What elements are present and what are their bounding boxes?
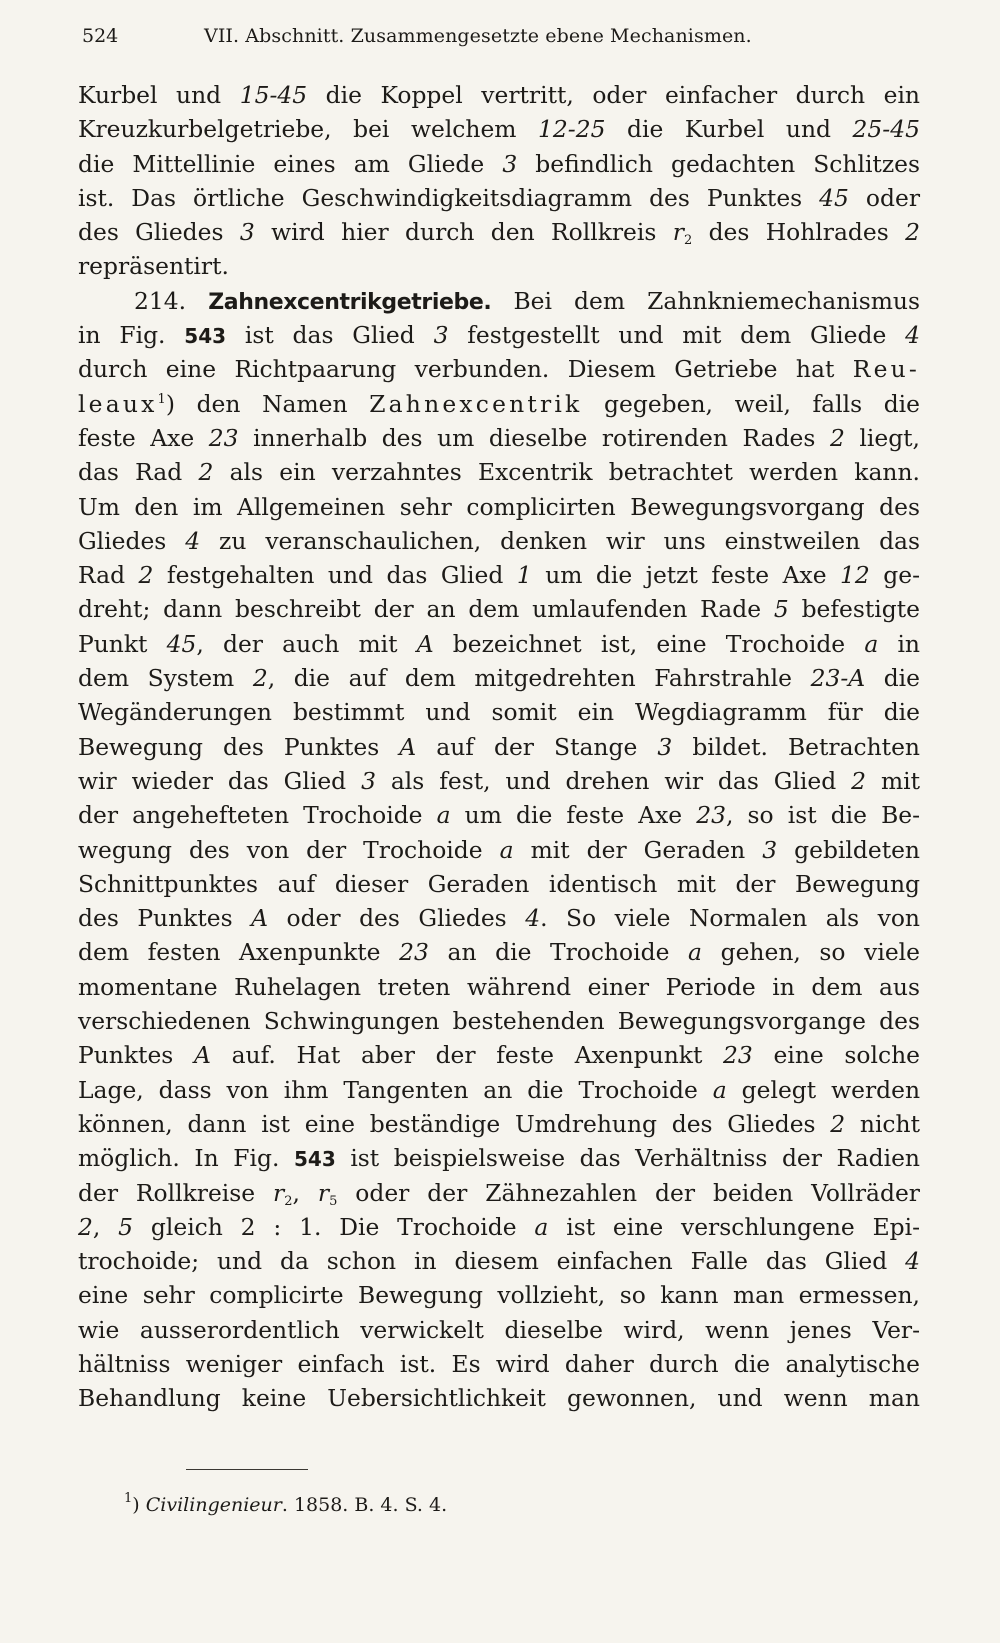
italic-term: 45: [819, 183, 849, 212]
text-run: Um den im Allgemeinen sehr complicirten Bewegungsvorgang des: [78, 492, 920, 521]
text-run: zu veranschaulichen, denken wir uns einstweilen das: [200, 526, 920, 555]
text-line: [78, 833, 920, 867]
text-line: [78, 455, 920, 489]
text-line: [78, 1141, 920, 1175]
text-run: Kurbel und: [78, 81, 240, 109]
text-run: , so ist die Be-: [726, 801, 921, 830]
footnote-citation: . 1858. B. 4. S. 4.: [281, 1494, 448, 1516]
italic-term: 12: [840, 561, 870, 590]
italic-term: 4: [525, 904, 541, 933]
text-run: bezeichnet ist, eine Trochoide: [433, 629, 865, 658]
text-run: gelegt werden: [726, 1075, 921, 1104]
footnote-ref: 1: [157, 391, 166, 407]
text-run: 214.: [134, 286, 209, 315]
text-run: die: [865, 664, 920, 693]
italic-term: 45: [166, 629, 197, 658]
text-line: [78, 1107, 920, 1141]
italic-term: 23: [208, 423, 239, 452]
text-run: die Koppel vertritt, oder einfacher durch ein: [307, 81, 921, 109]
text-run: bildet. Betrachten: [672, 732, 920, 761]
text-line: [78, 387, 920, 421]
italic-term: 2: [78, 1212, 93, 1241]
italic-term: 3: [361, 766, 376, 795]
text-run: momentane Ruhelagen treten während einer Periode in dem aus: [78, 972, 920, 1001]
text-run: das Rad: [78, 458, 199, 487]
text-line: [78, 249, 920, 283]
text-run: Lage, dass von ihm Tangenten an die Trochoide: [78, 1075, 713, 1104]
text-run: oder: [848, 183, 921, 212]
text-line: [78, 524, 920, 558]
text-run: verschiedenen Schwingungen bestehenden Bewegungsvorgange des: [78, 1007, 920, 1036]
spaced-term: Reu-: [852, 355, 920, 384]
subscript: 2: [683, 233, 693, 249]
italic-term: 23: [399, 938, 429, 967]
italic-term: 4: [905, 321, 920, 350]
text-run: dem System: [78, 664, 253, 693]
italic-term: 5: [118, 1212, 134, 1241]
text-line: [78, 558, 920, 592]
italic-term: A: [193, 1041, 211, 1070]
text-run: ge-: [869, 561, 920, 590]
italic-term: 15-45: [239, 81, 308, 109]
text-line: [78, 421, 920, 455]
section-heading: Zahnexcentrikgetriebe.: [208, 289, 492, 315]
italic-term: r: [317, 1178, 330, 1207]
subscript: 2: [284, 1193, 293, 1209]
italic-term: a: [499, 835, 514, 864]
italic-term: A: [251, 904, 268, 933]
text-run: Bei dem Zahnkniemechanismus: [491, 286, 920, 315]
italic-term: a: [688, 938, 702, 967]
text-run: als fest, und drehen wir das Glied: [375, 766, 852, 795]
text-run: ist das Glied: [226, 321, 434, 350]
italic-term: 3: [657, 732, 673, 761]
body-text: [78, 78, 920, 1416]
text-run: Schnittpunktes auf dieser Geraden identisch mit der Bewegung: [78, 869, 920, 898]
italic-term: 2: [905, 218, 920, 247]
italic-term: 4: [185, 526, 201, 555]
running-header: [80, 18, 930, 54]
italic-term: A: [399, 732, 417, 761]
text-run: möglich. In Fig.: [78, 1144, 294, 1173]
text-run: Gliedes: [78, 526, 186, 555]
italic-term: r: [672, 218, 684, 247]
text-line: [78, 592, 920, 626]
text-run: um die jetzt feste Axe: [531, 561, 841, 590]
figure-reference: 543: [184, 324, 227, 349]
text-run: des Gliedes: [78, 218, 240, 247]
spaced-term: Zahnexcentrik: [369, 389, 583, 418]
footnote-divider: [186, 1469, 308, 1470]
text-run: ist eine verschlungene Epi-: [548, 1212, 921, 1241]
italic-term: 5: [773, 595, 789, 624]
text-line: [78, 764, 920, 798]
text-run: repräsentirt.: [78, 252, 229, 281]
text-line: [78, 1244, 920, 1278]
text-line: [78, 112, 920, 146]
text-line: [78, 867, 920, 901]
italic-term: a: [864, 629, 879, 658]
text-line: [78, 147, 920, 181]
italic-term: 2: [252, 664, 268, 693]
italic-term: 3: [502, 149, 518, 178]
text-run: an die Trochoide: [428, 938, 689, 967]
footnote-marker: 1: [124, 1491, 133, 1506]
italic-term: 23: [696, 801, 727, 830]
text-run: wegung des von der Trochoide: [78, 835, 500, 864]
text-run: ,: [92, 1212, 119, 1241]
text-run: der Rollkreise: [78, 1178, 274, 1207]
text-line: [78, 181, 920, 215]
italic-term: 2: [851, 766, 867, 795]
text-run: festgehalten und das Glied: [153, 561, 517, 590]
text-line: [78, 661, 920, 695]
text-run: wie ausserordentlich verwickelt dieselbe wird, wenn jenes Ver-: [78, 1315, 920, 1344]
text-run: mit: [866, 766, 921, 795]
text-run: dreht; dann beschreibt der an dem umlaufenden Rade: [78, 595, 774, 624]
text-run: wird hier durch den Rollkreis: [254, 218, 673, 247]
text-line: [78, 1073, 920, 1107]
text-line: [78, 1038, 920, 1072]
text-run: können, dann ist eine beständige Umdrehung des Gliedes: [78, 1109, 831, 1138]
text-run: ist. Das örtliche Geschwindigkeitsdiagramm des Punktes: [78, 183, 820, 212]
text-run: in: [878, 629, 920, 658]
text-run: festgestellt und mit dem Gliede: [448, 321, 906, 350]
text-line: [78, 490, 920, 524]
text-line: [78, 1176, 920, 1210]
italic-term: 3: [762, 835, 778, 864]
text-run: gehen, so viele: [702, 938, 920, 967]
text-run: , der auch mit: [196, 629, 417, 658]
text-line: [78, 318, 920, 352]
text-run: ) den Namen: [165, 389, 370, 418]
italic-term: a: [436, 801, 451, 830]
text-run: Punkt: [78, 629, 167, 658]
italic-term: 23: [723, 1041, 753, 1070]
text-run: gebildeten: [777, 835, 920, 864]
italic-term: 2: [829, 423, 845, 452]
text-line: [78, 730, 920, 764]
text-run: innerhalb des um dieselbe rotirenden Rades: [238, 423, 830, 452]
text-line: [78, 1313, 920, 1347]
text-run: Behandlung keine Uebersichtlichkeit gewonnen, und wenn man: [78, 1384, 920, 1413]
subscript: 5: [329, 1193, 338, 1209]
text-run: eine solche: [752, 1041, 920, 1070]
text-run: auf der Stange: [416, 732, 658, 761]
text-run: die Kurbel und: [605, 115, 853, 144]
text-run: trochoide; und da schon in diesem einfachen Falle das Glied: [78, 1247, 906, 1276]
page-number: 524: [82, 25, 119, 47]
text-run: der angehefteten Trochoide: [78, 801, 437, 830]
italic-term: 23-A: [810, 664, 866, 693]
text-run: gegeben, weil, falls die: [582, 389, 920, 418]
text-line: [78, 901, 920, 935]
text-run: als ein verzahntes Excentrik betrachtet werden kann.: [213, 458, 920, 487]
italic-term: r: [273, 1178, 285, 1207]
text-run: liegt,: [844, 423, 920, 452]
text-line: [78, 215, 920, 249]
text-line: [78, 935, 920, 969]
text-line: [78, 1347, 920, 1381]
italic-term: a: [534, 1212, 549, 1241]
text-run: eine sehr complicirte Bewegung vollzieht, so kann man ermessen,: [78, 1281, 920, 1310]
text-run: . So viele Normalen als von: [540, 904, 920, 933]
italic-term: 2: [138, 561, 154, 590]
text-run: oder der Zähnezahlen der beiden Vollräder: [337, 1178, 920, 1207]
text-line: [78, 78, 920, 112]
text-run: hältniss weniger einfach ist. Es wird daher durch die analytische: [78, 1349, 920, 1378]
text-line: [78, 970, 920, 1004]
footnote: [124, 1490, 447, 1520]
text-run: Bewegung des Punktes: [78, 732, 400, 761]
figure-reference: 543: [293, 1147, 336, 1172]
text-line: [78, 1381, 920, 1415]
text-line: [78, 1278, 920, 1312]
text-line: [78, 695, 920, 729]
spaced-term: leaux: [78, 389, 158, 418]
text-run: durch eine Richtpaarung verbunden. Diesem Getriebe hat: [78, 355, 853, 384]
text-run: des Hohlrades: [692, 218, 906, 247]
text-run: ist beispielsweise das Verhältniss der Radien: [335, 1144, 920, 1173]
text-line: [78, 1004, 920, 1038]
text-run: feste Axe: [78, 423, 209, 452]
text-run: dem festen Axenpunkte: [78, 938, 400, 967]
text-line: [78, 627, 920, 661]
text-run: um die feste Axe: [450, 801, 697, 830]
text-run: ,: [292, 1178, 318, 1207]
text-line: [78, 352, 920, 386]
italic-term: 25-45: [852, 115, 920, 144]
italic-term: 2: [830, 1109, 846, 1138]
text-run: gleich 2 : 1. Die Trochoide: [133, 1212, 535, 1241]
text-line: [78, 798, 920, 832]
text-run: in Fig.: [78, 321, 185, 350]
footnote-source: Civilingenieur: [145, 1494, 282, 1516]
italic-term: A: [416, 629, 434, 658]
footnote-paren: ): [132, 1494, 140, 1516]
text-run: Punktes: [78, 1041, 194, 1070]
text-run: mit der Geraden: [513, 835, 763, 864]
text-run: , die auf dem mitgedrehten Fahrstrahle: [267, 664, 811, 693]
text-run: des Punktes: [78, 904, 252, 933]
italic-term: 3: [433, 321, 449, 350]
italic-term: 2: [198, 458, 214, 487]
text-run: befestigte: [788, 595, 920, 624]
text-run: befindlich gedachten Schlitzes: [517, 149, 920, 178]
italic-term: 1: [516, 561, 532, 590]
chapter-title: VII. Abschnitt. Zusammengesetzte ebene Mechanismen.: [204, 25, 752, 47]
text-line: [78, 284, 920, 318]
text-run: Wegänderungen bestimmt und somit ein Wegdiagramm für die: [78, 698, 920, 727]
italic-term: 12-25: [538, 115, 606, 144]
text-run: Kreuzkurbelgetriebe, bei welchem: [78, 115, 539, 144]
text-line: [78, 1210, 920, 1244]
italic-term: 4: [905, 1247, 920, 1276]
text-run: Rad: [78, 561, 139, 590]
italic-term: a: [712, 1075, 727, 1104]
text-run: auf. Hat aber der feste Axenpunkt: [210, 1041, 724, 1070]
text-run: die Mittellinie eines am Gliede: [78, 149, 503, 178]
text-run: wir wieder das Glied: [78, 766, 362, 795]
text-run: nicht: [845, 1109, 920, 1138]
italic-term: 3: [239, 218, 255, 247]
text-run: oder des Gliedes: [268, 904, 526, 933]
